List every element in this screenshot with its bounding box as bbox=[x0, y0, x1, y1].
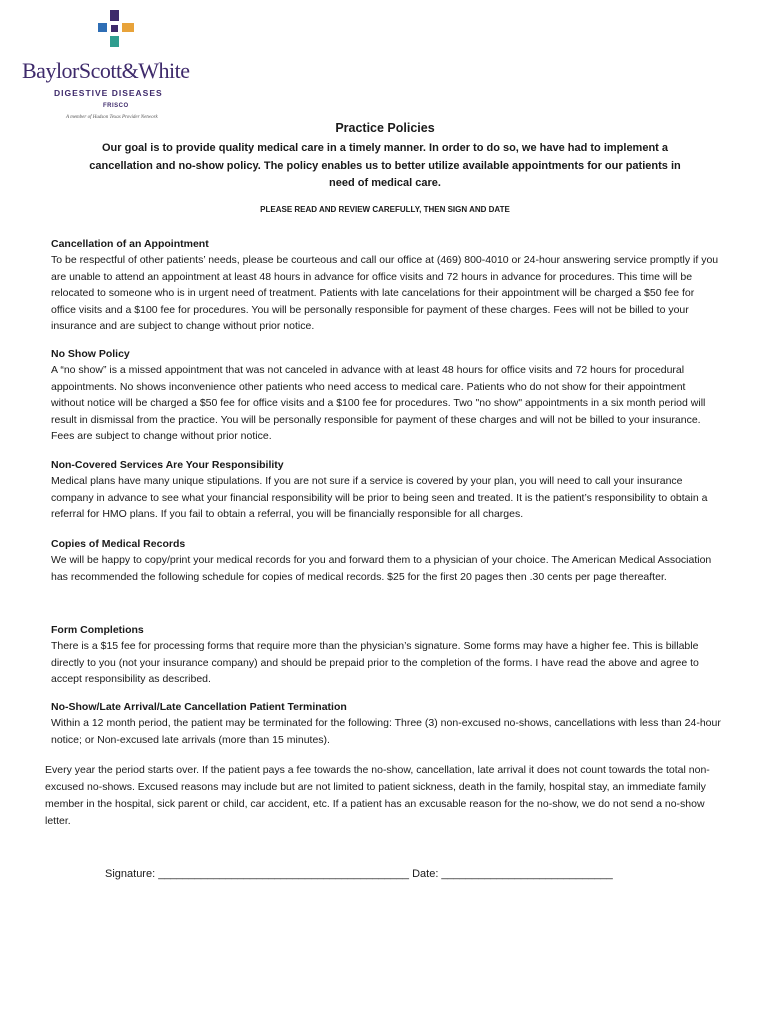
signature-date-line[interactable]: Signature: _________________________________________ Date: ____________________________ bbox=[105, 868, 613, 880]
section-no-show bbox=[51, 348, 721, 445]
section-body: We will be happy to copy/print your medical records for you and forward them to a physician of your choice. The American Medical Association has recommended the following schedule for copies of medical records. $25 for the first 20 pages then .30 cents per page thereafter. bbox=[51, 554, 712, 583]
section-heading: Form Completions bbox=[51, 624, 144, 636]
read-notice: PLEASE READ AND REVIEW CAREFULLY, THEN SIGN AND DATE bbox=[260, 205, 510, 214]
section-medical-records bbox=[51, 538, 721, 585]
cross-logo-icon bbox=[94, 8, 138, 52]
section-form-completions bbox=[51, 624, 721, 688]
intro-statement: Our goal is to provide quality medical care in a timely manner. In order to do so, we have had to implement a cancellation and no-show policy. The policy enables us to better utilize available appointments for our patients in need of medical care. bbox=[89, 142, 681, 189]
section-body: Within a 12 month period, the patient may be terminated for the following: Three (3) non-excused no-shows, cancellations with less than 24-hour notice; or Non-excused late arrivals (more than 15 minutes). bbox=[51, 717, 721, 746]
section-non-covered bbox=[51, 459, 721, 523]
document-title: Practice Policies bbox=[335, 121, 435, 135]
division-name: DIGESTIVE DISEASES bbox=[54, 88, 163, 98]
brand-name: BaylorScott&White bbox=[22, 58, 190, 83]
section-body: A “no show” is a missed appointment that was not canceled in advance with at least 48 hours for office visits and 72 hours for procedural appointments. No shows inconvenience other patients who need access to medical care. Patients who do not show for their appointment without notice will be charged a $50 fee for office visits and a $100 fee for procedures. Two "no show" appointments in a six month period will result in dismissal from the practice. You will be personally responsible for payment of these charges and will not be billed to your insurance. Fees are subject to change without prior notice. bbox=[51, 364, 706, 442]
section-body: Medical plans have many unique stipulations. If you are not sure if a service is covered by your plan, you will need to call your insurance company in advance to see what your financial responsibility will be prior to being seen and treated. It is the patient’s responsibility to obtain a referral for HMO plans. If you fail to obtain a referral, you will be financially responsible for all charges. bbox=[51, 475, 708, 520]
section-heading: No Show Policy bbox=[51, 348, 130, 360]
closing-paragraph: Every year the period starts over. If the patient pays a fee towards the no-show, cancellation, late arrival it does not count towards the total non-excused no-shows. Excused reasons may include but are not limited to patient sickness, death in the family, hospital stay, an immediate family member in the hospital, sick parent or child, car accident, etc. If a patient has an excusable reason for the no-show, we do not send a no-show letter. bbox=[45, 764, 710, 827]
member-tagline: A member of Hudson Texas Provider Network bbox=[66, 115, 158, 120]
section-heading: Copies of Medical Records bbox=[51, 538, 186, 550]
section-cancellation bbox=[51, 238, 721, 335]
section-body: To be respectful of other patients’ needs, please be courteous and call our office at (469) 800-4010 or 24-hour answering service promptly if you are unable to attend an appointment at least 48 hours in advance for office visits and 72 hours in advance for procedures. This time will be relocated to someone who is in urgent need of treatment. Patients with late cancelations for their appointment will be charged a $50 fee for office visits and a $100 fee for procedures. You will be personally responsible for payment of these charges. Fees will not be billed to your insurance and are subject to change without prior notice. bbox=[51, 254, 719, 332]
section-heading: Cancellation of an Appointment bbox=[51, 238, 209, 250]
section-termination bbox=[51, 701, 721, 748]
section-heading: Non-Covered Services Are Your Responsibility bbox=[51, 459, 284, 471]
location-name: FRISCO bbox=[103, 103, 129, 109]
section-body: There is a $15 fee for processing forms that require more than the physician’s signature. Some forms may have a higher fee. This is billable directly to you (not your insurance company) and should be prepaid prior to the completion of the forms. I have read the above and agree to accept responsibility as described. bbox=[51, 640, 699, 685]
company-logo bbox=[22, 8, 222, 120]
section-heading: No-Show/Late Arrival/Late Cancellation Patient Termination bbox=[51, 701, 347, 713]
